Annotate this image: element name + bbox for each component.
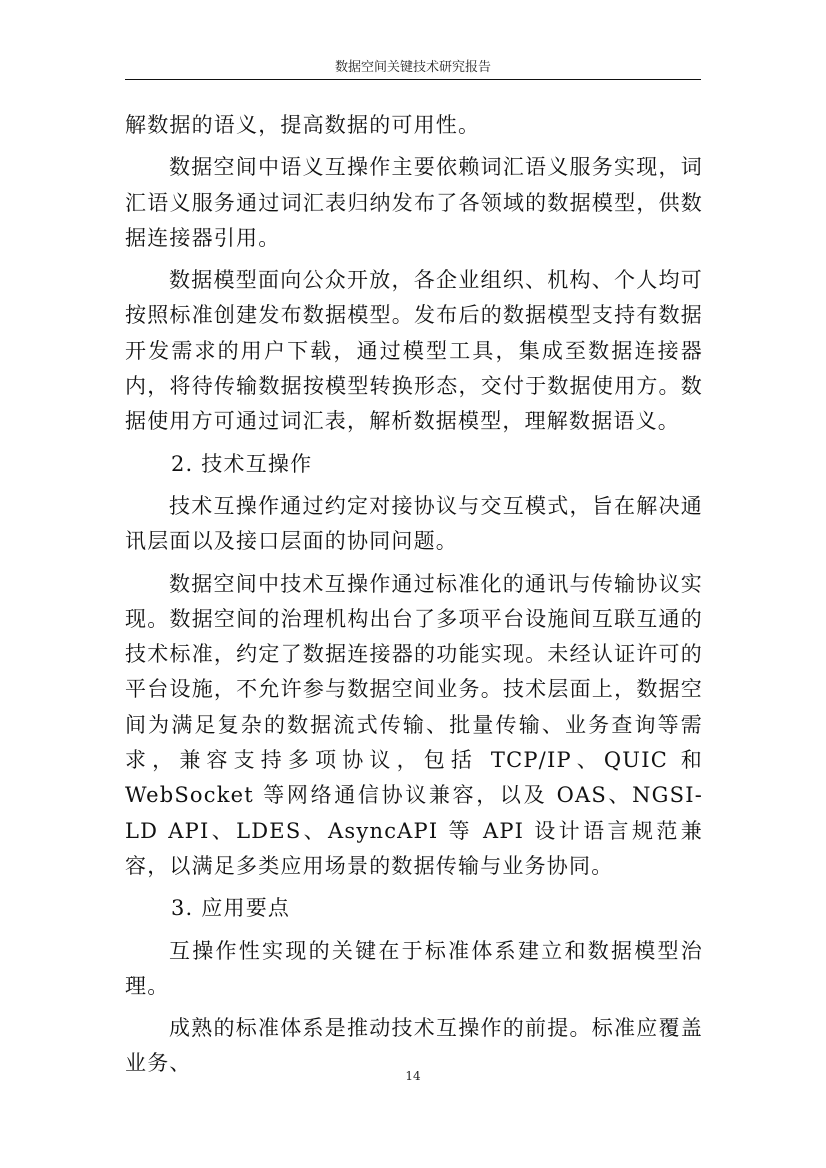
paragraph-data-model: 数据模型面向公众开放，各企业组织、机构、个人均可按照标准创建发布数据模型。发布后的数据模型支持有数据开发需求的用户下载，通过模型工具，集成至数据连接器内，将待传输数据按模型转换形态，交付于数据使用方。数据使用方可通过词汇表，解析数据模型，理解数据语义。 [125, 268, 703, 434]
paragraph-technical-interop-detail: 数据空间中技术互操作通过标准化的通讯与传输协议实现。数据空间的治理机构出台了多项平台设施间互联互通的技术标准，约定了数据连接器的功能实现。未经认证许可的平台设施，不允许参与数据空间业务。技术层面上，数据空间为满足复杂的数据流式传输、批量传输、业务查询等需求，兼容支持多项协议，包括 TCP/IP、QUIC 和 WebSocket 等网络通信协议兼容，以及 OAS、NGSI-LD API、LDES、AsyncAPI 等 API 设计语言规范兼容，以满足多类应用场景的数据传输与业务协同。 [125, 571, 703, 878]
paragraph-continuation: 解数据的语义，提高数据的可用性。 [125, 113, 481, 137]
body-text [125, 108, 703, 1089]
running-header: 数据空间关键技术研究报告 [334, 60, 491, 75]
section-heading-application-points: 3. 应用要点 [171, 896, 291, 921]
paragraph-technical-interop-intro: 技术互操作通过约定对接协议与交互模式，旨在解决通讯层面以及接口层面的协同问题。 [125, 493, 703, 554]
section-heading-technical-interop: 2. 技术互操作 [171, 451, 313, 476]
header-divider [125, 79, 701, 80]
paragraph-semantic-interop: 数据空间中语义互操作主要依赖词汇语义服务实现，词汇语义服务通过词汇表归纳发布了各领域的数据模型，供数据连接器引用。 [125, 155, 703, 250]
page-number: 14 [405, 1069, 421, 1083]
paragraph-key-points: 互操作性实现的关键在于标准体系建立和数据模型治理。 [125, 938, 703, 998]
paragraph-standard-system: 成熟的标准体系是推动技术互操作的前提。标准应覆盖业务、 [125, 1016, 703, 1076]
